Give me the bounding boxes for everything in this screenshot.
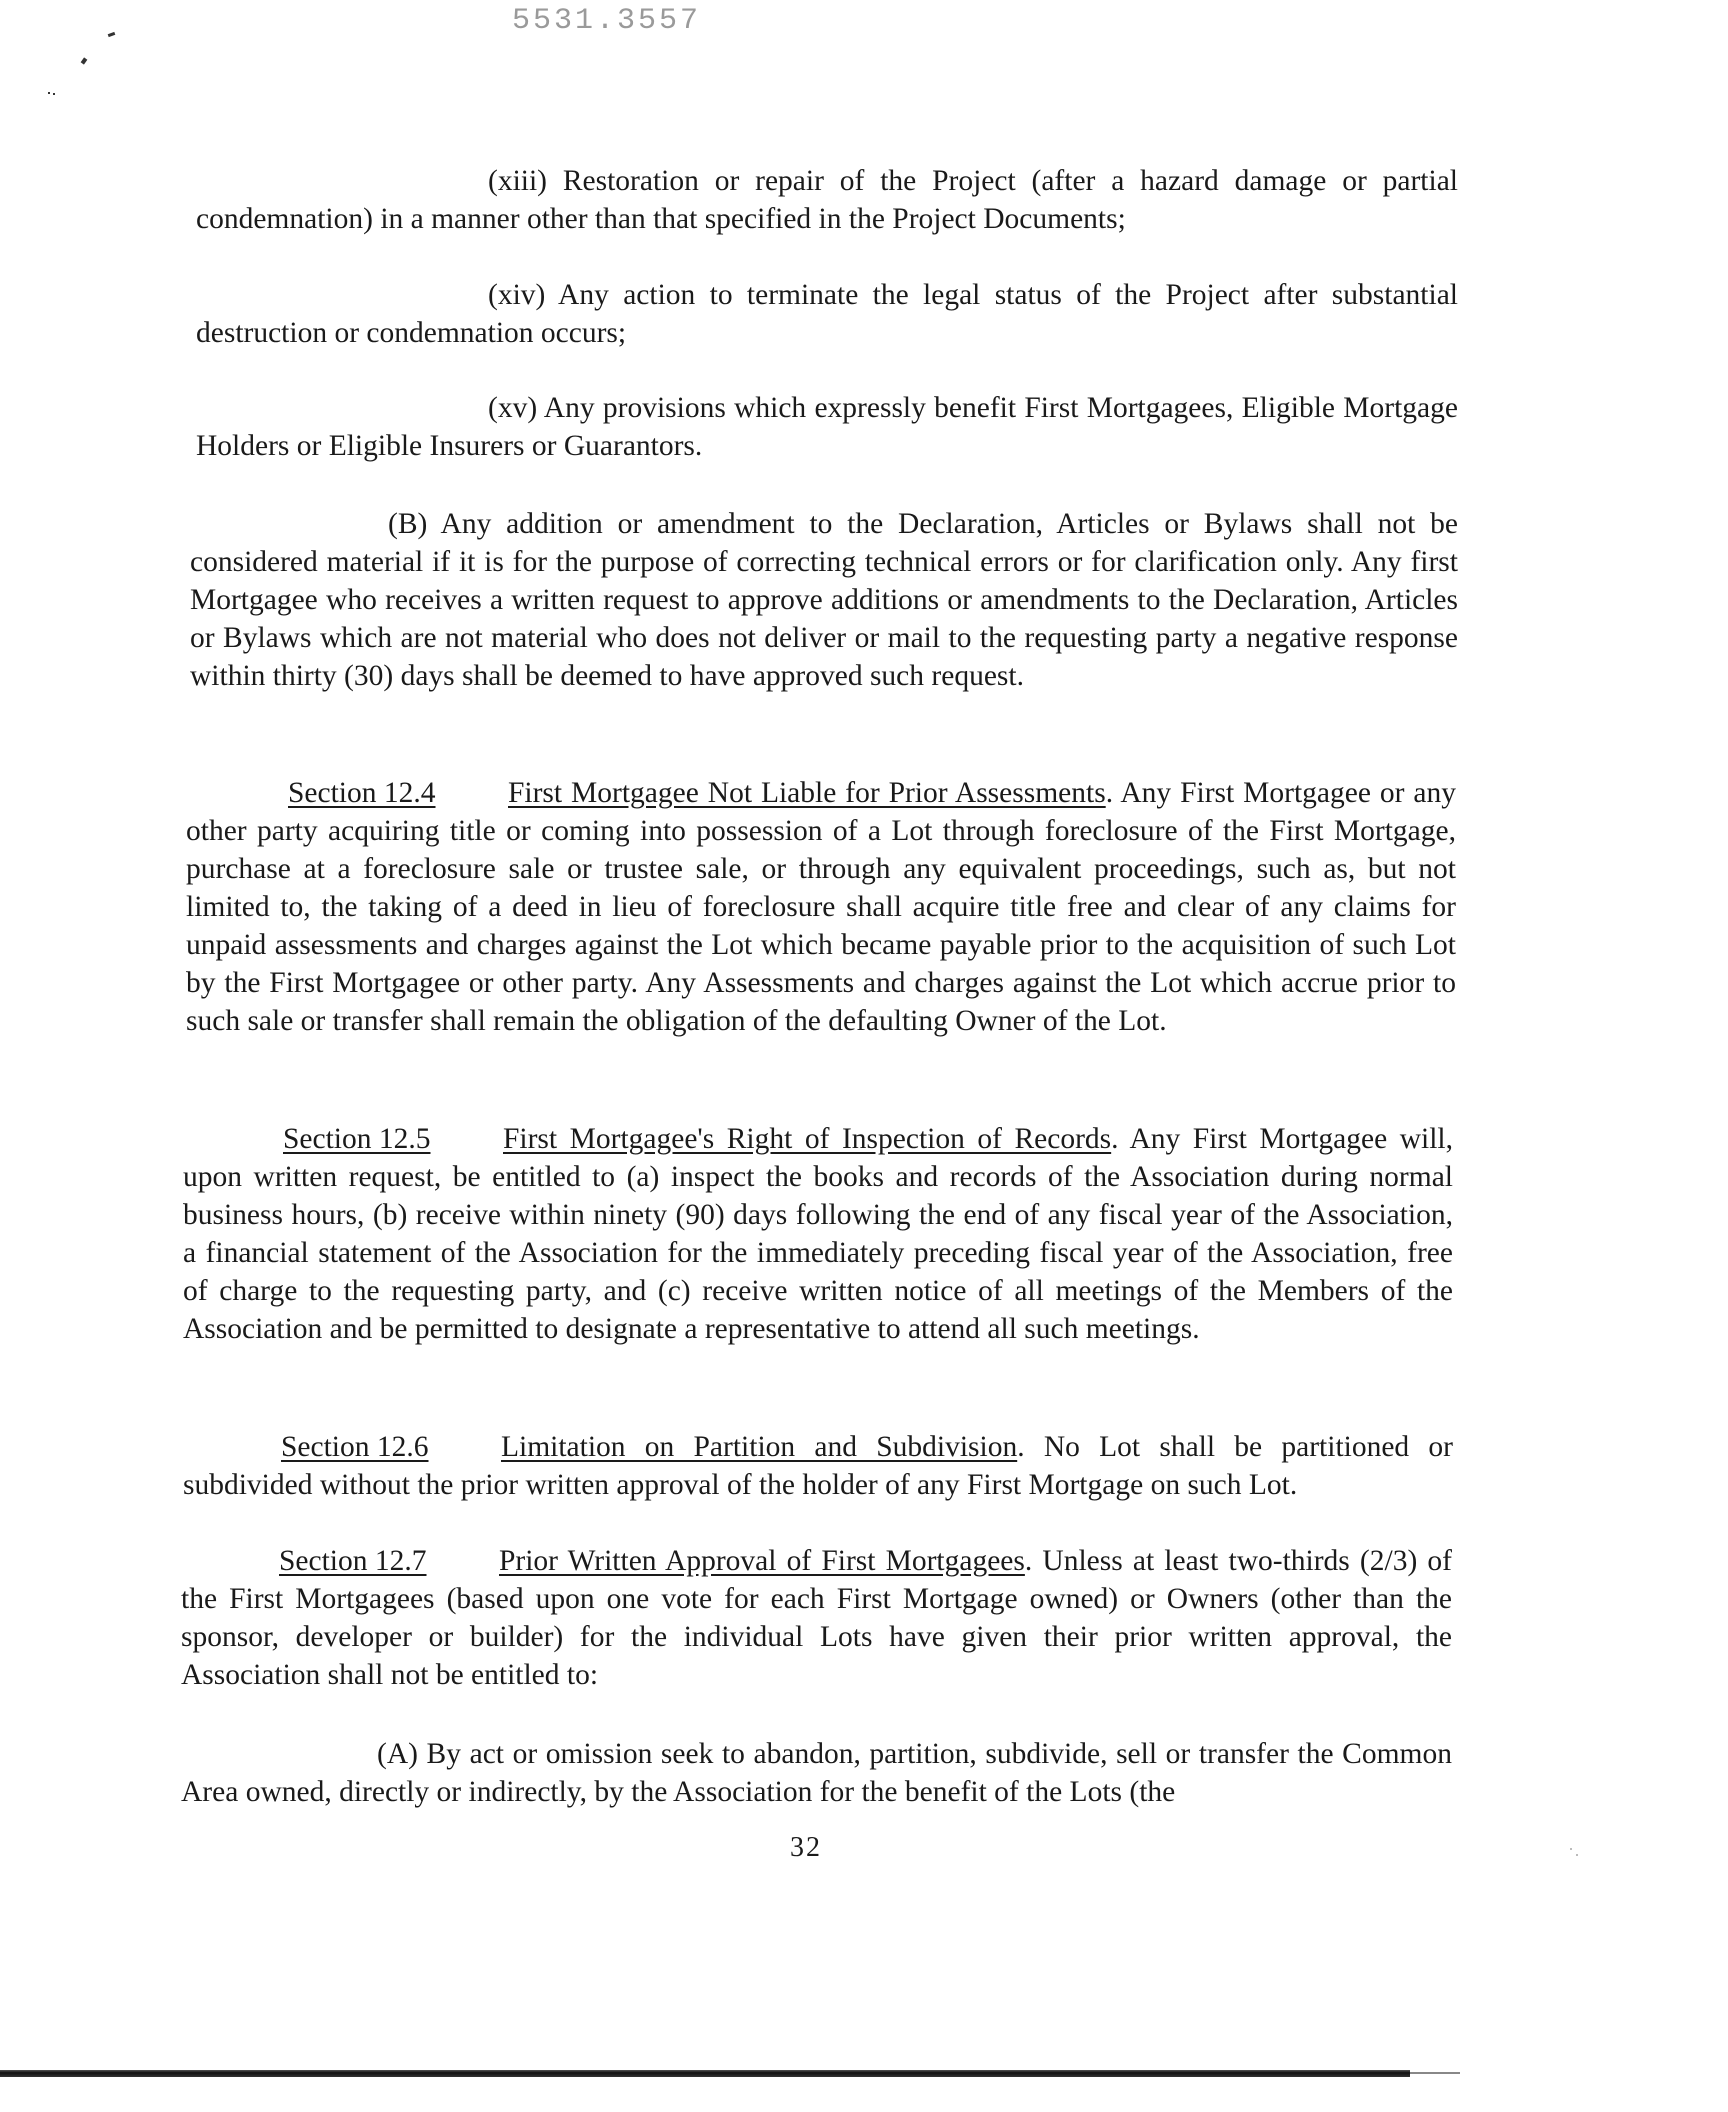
section-number: Section 12.5 [283, 1123, 431, 1155]
clause-b [190, 505, 1458, 695]
scan-speck [48, 92, 50, 94]
clause-xiii [196, 162, 1458, 238]
section-body: . Unless at least two-thirds (2/3) of the First Mortgagees (based upon one vote for each First Mortgage owned) or Owners (other than the sponsor, developer or builder) for the individual Lots have given their prior written approval, the Association shall not be entitled to: [181, 1545, 1452, 1691]
scan-speck [1576, 1854, 1578, 1856]
section-number: Section 12.4 [288, 777, 436, 809]
section-number: Section 12.6 [281, 1431, 429, 1463]
scan-speck [1570, 1848, 1572, 1850]
section-title: Prior Written Approval of First Mortgagees [499, 1545, 1025, 1577]
clause-xv [196, 389, 1458, 465]
header-stamp: 5531.3557 [512, 4, 702, 38]
section-body: . Any First Mortgagee or any other party acquiring title or coming into possession of a Lot through foreclosure of the First Mortgage, purchase at a foreclosure sale or trustee sale, or through any equivalent proceedings, such as, but not limited to, the taking of a deed in lieu of foreclosure shall acquire title free and clear of any claims for unpaid assessments and charges against the Lot which became payable prior to the acquisition of such Lot by the First Mortgagee or other party. Any Assessments and charges against the Lot which accrue prior to such sale or transfer shall remain the obligation of the defaulting Owner of the Lot. [186, 777, 1456, 1037]
scan-speck [108, 32, 116, 37]
section-12-7 [181, 1542, 1452, 1694]
subparagraph-a [181, 1735, 1452, 1811]
page-number: 32 [790, 1832, 822, 1863]
section-12-6 [183, 1428, 1453, 1504]
section-body: . Any First Mortgagee will, upon written request, be entitled to (a) inspect the books and records of the Association during normal business hours, (b) receive within ninety (90) days following the end of any fiscal year of the Association, a financial statement of the Association for the immediately preceding fiscal year of the Association, free of charge to the requesting party, and (c) receive written notice of all meetings of the Members of the Association and be permitted to designate a representative to attend all such meetings. [183, 1123, 1453, 1345]
section-12-5 [183, 1120, 1453, 1348]
clause-b-text: (B) Any addition or amendment to the Declaration, Articles or Bylaws shall not be considered material if it is for the purpose of correcting technical errors or for clarification only. Any first Mortgagee who receives a written request to approve additions or amendments to the Declaration, Articles or Bylaws which are not material who does not deliver or mail to the requesting party a negative response within thirty (30) days shall be deemed to have approved such request. [190, 508, 1458, 692]
clause-xiii-text: (xiii) Restoration or repair of the Project (after a hazard damage or partial condemnation) in a manner other than that specified in the Project Documents; [196, 165, 1458, 235]
section-title: Limitation on Partition and Subdivision [501, 1431, 1018, 1463]
scan-speck [53, 93, 55, 95]
section-title: First Mortgagee Not Liable for Prior Assessments [508, 777, 1106, 809]
scan-edge-bar [0, 2070, 1410, 2077]
subparagraph-a-text: (A) By act or omission seek to abandon, partition, subdivide, sell or transfer the Common Area owned, directly or indirectly, by the Association for the benefit of the Lots (the [181, 1738, 1452, 1808]
scan-edge-bar-tail [1410, 2072, 1460, 2074]
clause-xv-text: (xv) Any provisions which expressly benefit First Mortgagees, Eligible Mortgage Holders or Eligible Insurers or Guarantors. [196, 392, 1458, 462]
section-body: . No Lot shall be partitioned or subdivided without the prior written approval of the holder of any First Mortgage on such Lot. [183, 1431, 1453, 1501]
clause-xiv-text: (xiv) Any action to terminate the legal status of the Project after substantial destruction or condemnation occurs; [196, 279, 1458, 349]
scan-speck [81, 57, 88, 64]
section-title: First Mortgagee's Right of Inspection of Records [503, 1123, 1112, 1155]
section-12-4 [186, 774, 1456, 1040]
section-number: Section 12.7 [279, 1545, 427, 1577]
clause-xiv [196, 276, 1458, 352]
